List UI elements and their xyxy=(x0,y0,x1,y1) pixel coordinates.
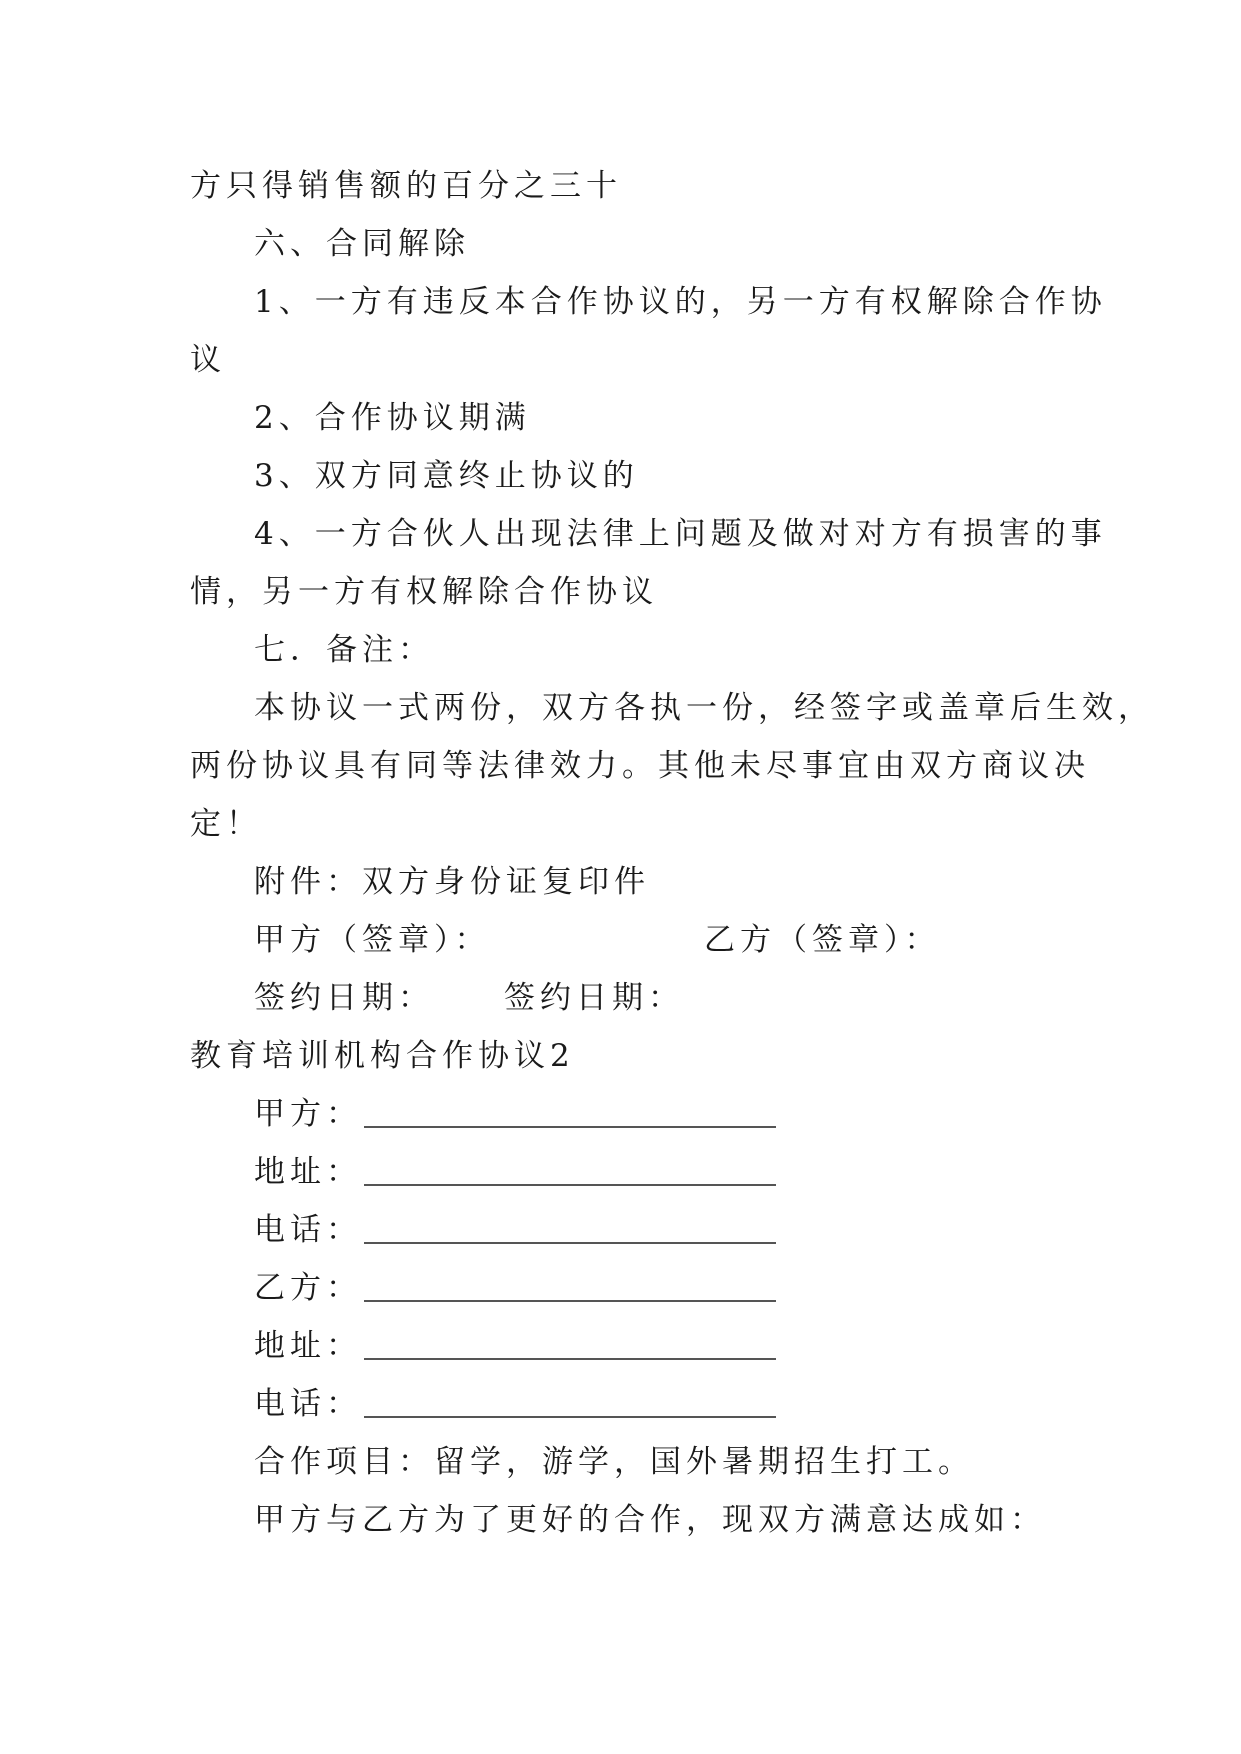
fill-in-blank xyxy=(364,1184,776,1186)
section-title: 教育培训机构合作协议2 xyxy=(190,1038,575,1074)
party-a-signature-label: 甲方（签章）： xyxy=(254,922,491,958)
paragraph-line: 两份协议具有同等法律效力。其他未尽事宜由双方商议决 xyxy=(190,748,1090,784)
section-heading: 六、合同解除 xyxy=(254,226,470,262)
signing-date-a-label: 签约日期： xyxy=(254,980,434,1016)
form-row-party-b xyxy=(254,1268,776,1308)
fill-in-blank xyxy=(364,1126,776,1128)
cooperation-project-line: 合作项目：留学，游学，国外暑期招生打工。 xyxy=(254,1444,974,1480)
form-label: 甲方： xyxy=(254,1096,362,1132)
fill-in-blank xyxy=(364,1242,776,1244)
section-heading: 七．备注： xyxy=(254,632,434,668)
form-label: 电话： xyxy=(254,1386,362,1422)
list-item: 2、合作协议期满 xyxy=(254,400,531,436)
list-item: 3、双方同意终止协议的 xyxy=(254,458,639,494)
form-row-phone-b xyxy=(254,1384,776,1424)
list-item: 4、一方合伙人出现法律上问题及做对对方有损害的事 xyxy=(254,516,1107,552)
form-row-address-b xyxy=(254,1326,776,1366)
paragraph-line: 方只得销售额的百分之三十 xyxy=(190,168,622,204)
fill-in-blank xyxy=(364,1300,776,1302)
form-label: 乙方： xyxy=(254,1270,362,1306)
party-b-signature-label: 乙方（签章）： xyxy=(704,922,941,958)
list-item: 1、一方有违反本合作协议的，另一方有权解除合作协 xyxy=(254,284,1107,320)
form-label: 地址： xyxy=(254,1328,362,1364)
form-label: 地址： xyxy=(254,1154,362,1190)
paragraph-line: 本协议一式两份，双方各执一份，经签字或盖章后生效， xyxy=(254,690,1154,726)
form-row-party-a xyxy=(254,1094,776,1134)
paragraph-line: 情，另一方有权解除合作协议 xyxy=(190,574,658,610)
paragraph-line: 议 xyxy=(190,342,226,378)
form-label: 电话： xyxy=(254,1212,362,1248)
attachment-note: 附件：双方身份证复印件 xyxy=(254,864,650,900)
signing-date-b-label: 签约日期： xyxy=(504,980,684,1016)
fill-in-blank xyxy=(364,1416,776,1418)
form-row-address-a xyxy=(254,1152,776,1192)
form-row-phone-a xyxy=(254,1210,776,1250)
paragraph-line: 定！ xyxy=(190,806,262,842)
agreement-intro-line: 甲方与乙方为了更好的合作，现双方满意达成如： xyxy=(254,1502,1046,1538)
fill-in-blank xyxy=(364,1358,776,1360)
